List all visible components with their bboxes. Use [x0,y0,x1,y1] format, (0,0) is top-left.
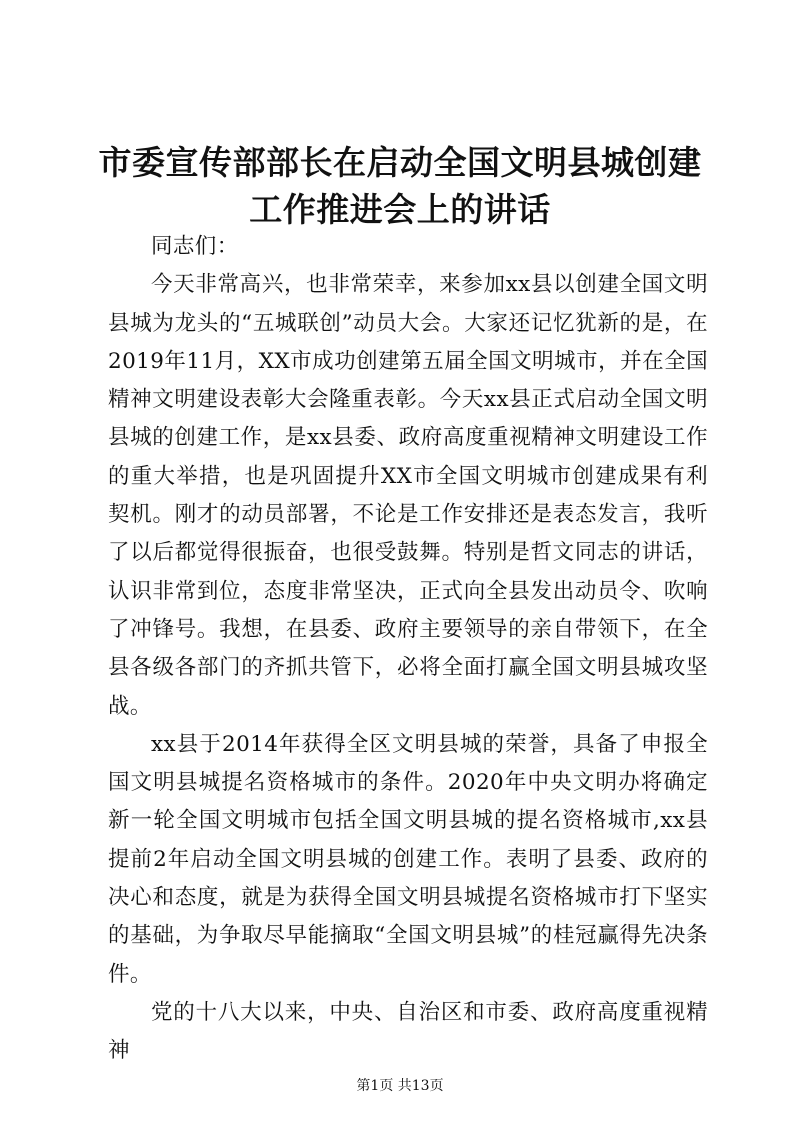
paragraph: xx县于2014年获得全区文明县城的荣誉，具备了申报全国文明县城提名资格城市的条件。2020年中央文明办将确定新一轮全国文明城市包括全国文明县城的提名资格城市,xx县提前2年启动全国文明县城的创建工作。表明了县委、政府的决心和态度，就是为获得全国文明县城提名资格城市打下坚实的基础，为争取尽早能摘取“全国文明县城”的桂冠赢得先决条件。 [108,731,708,987]
page-number-footer: 第1页 共13页 [356,1078,444,1094]
paragraph: 党的十八大以来，中央、自治区和市委、政府高度重视精神 [108,999,708,1064]
page-title: 市委宣传部部长在启动全国文明县城创建工作推进会上的讲话 [98,143,702,229]
salutation: 同志们： [151,234,239,259]
paragraph: 今天非常高兴，也非常荣幸，来参加xx县以创建全国文明县城为龙头的“五城联创”动员大会。大家还记忆犹新的是，在2019年11月，XX市成功创建第五届全国文明城市，并在全国精神文明建设表彰大会隆重表彰。今天xx县正式启动全国文明县城的创建工作，是xx县委、政府高度重视精神文明建设工作的重大举措，也是巩固提升XX市全国文明城市创建成果有利契机。刚才的动员部署，不论是工作安排还是表态发言，我听了以后都觉得很振奋，也很受鼓舞。特别是哲文同志的讲话，认识非常到位，态度非常坚决，正式向全县发出动员令、吹响了冲锋号。我想，在县委、政府主要领导的亲自带领下，在全县各级各部门的齐抓共管下，必将全面打赢全国文明县城攻坚战。 [108,272,708,719]
document-body [108,228,708,1071]
